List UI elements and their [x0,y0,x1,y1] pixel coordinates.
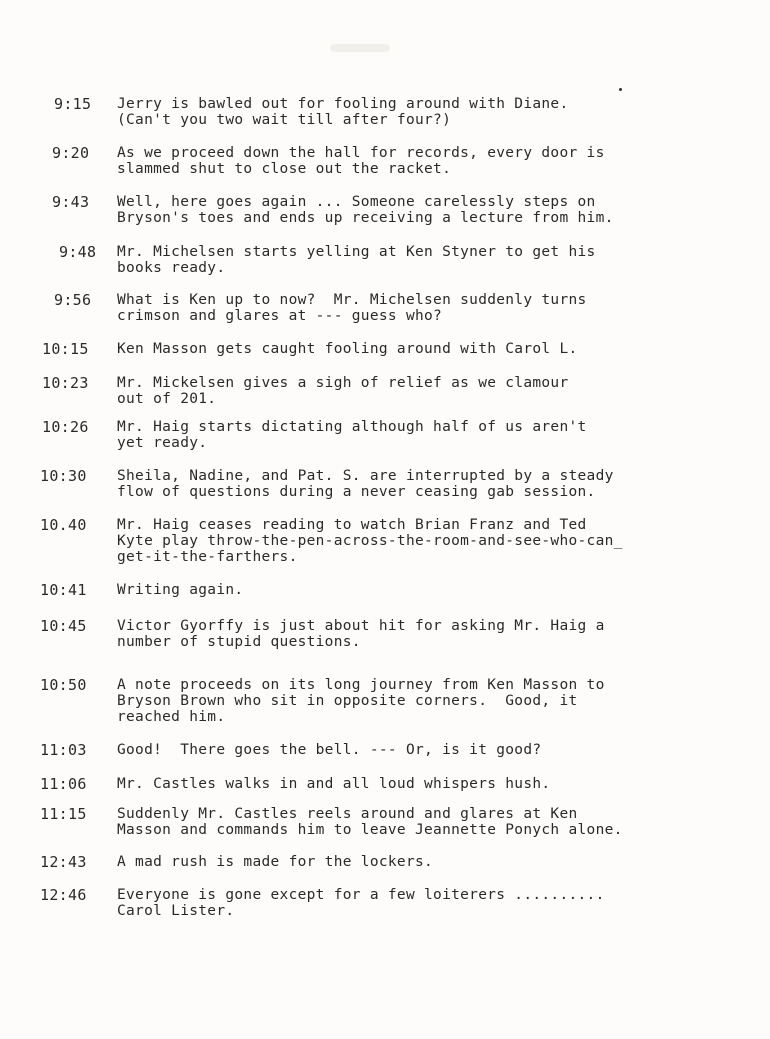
entry-text-line: reached him. [117,709,226,725]
entry-time: 11:15 [40,805,87,823]
entry-text [117,854,662,870]
entry-time: 10.40 [40,516,87,534]
entry-text-line: Writing again. [117,582,244,598]
entry-time: 9:15 [54,95,92,113]
entry-text [117,375,662,407]
entry-text [117,887,662,919]
entry-text-line: Victor Gyorffy is just about hit for asking Mr. Haig a [117,618,605,634]
entry-text [117,341,662,357]
entry-text-line: Well, here goes again ... Someone carelessly steps on [117,194,596,210]
entry-text [117,806,662,838]
entry-text-line: flow of questions during a never ceasing gab session. [117,484,596,500]
entry-text [117,776,662,792]
entry-text-line: Jerry is bawled out for fooling around with Diane. [117,96,569,112]
entry-text [117,618,662,650]
entry-text [117,742,662,758]
entry-time: 9:43 [52,193,90,211]
entry-text-line: (Can't you two wait till after four?) [117,112,452,128]
entry-text [117,96,662,128]
entry-text-line: Masson and commands him to leave Jeannette Ponych alone. [117,822,623,838]
entry-time: 12:46 [40,886,87,904]
entry-text-line: Carol Lister. [117,903,235,919]
entry-text-line: Mr. Haig ceases reading to watch Brian Franz and Ted [117,517,587,533]
entry-text [117,677,662,725]
entry-time: 10:30 [40,467,87,485]
entry-text-line: yet ready. [117,435,208,451]
entry-time: 10:23 [42,374,89,392]
entry-text [117,419,662,451]
entry-text-line: Ken Masson gets caught fooling around with Carol L. [117,341,578,357]
entry-text-line: number of stupid questions. [117,634,361,650]
entry-time: 10:50 [40,676,87,694]
entry-text-line: Suddenly Mr. Castles reels around and glares at Ken [117,806,578,822]
entry-text-line: A mad rush is made for the lockers. [117,854,434,870]
entry-text-line: A note proceeds on its long journey from Ken Masson to [117,677,605,693]
entry-text-line: out of 201. [117,391,217,407]
entry-text-line: Kyte play throw-the-pen-across-the-room-and-see-who-can_ [117,533,623,549]
entry-text-line: Mr. Michelsen starts yelling at Ken Styner to get his [117,244,596,260]
entry-time: 9:56 [54,291,92,309]
entry-time: 9:48 [59,243,97,261]
entry-text-line: Everyone is gone except for a few loiterers .......... [117,887,605,903]
entry-time: 10:15 [42,340,89,358]
entry-text-line: Mr. Castles walks in and all loud whispers hush. [117,776,551,792]
entry-text [117,194,662,226]
entry-time: 10:26 [42,418,89,436]
entry-text [117,582,662,598]
entry-text-line: get-it-the-farthers. [117,549,298,565]
entry-time: 9:20 [52,144,90,162]
entry-text-line: crimson and glares at --- guess who? [117,308,443,324]
ink-dot [619,88,622,91]
entry-text [117,468,662,500]
entry-text-line: Bryson Brown who sit in opposite corners. Good, it [117,693,578,709]
entry-text [117,244,662,276]
entry-text [117,145,662,177]
entry-time: 11:03 [40,741,87,759]
entry-text-line: What is Ken up to now? Mr. Michelsen suddenly turns [117,292,587,308]
entry-text [117,517,662,565]
entry-time: 12:43 [40,853,87,871]
entry-time: 10:45 [40,617,87,635]
entry-time: 11:06 [40,775,87,793]
entry-text-line: slammed shut to close out the racket. [117,161,452,177]
entry-text-line: Mr. Haig starts dictating although half of us aren't [117,419,587,435]
entry-text-line: Sheila, Nadine, and Pat. S. are interrupted by a steady [117,468,614,484]
entry-time: 10:41 [40,581,87,599]
entry-text-line: Bryson's toes and ends up receiving a lecture from him. [117,210,614,226]
entry-text-line: Good! There goes the bell. --- Or, is it good? [117,742,542,758]
entry-text [117,292,662,324]
faint-header-mark [330,44,390,52]
entry-text-line: As we proceed down the hall for records, every door is [117,145,605,161]
entry-text-line: books ready. [117,260,226,276]
entry-text-line: Mr. Mickelsen gives a sigh of relief as we clamour [117,375,569,391]
